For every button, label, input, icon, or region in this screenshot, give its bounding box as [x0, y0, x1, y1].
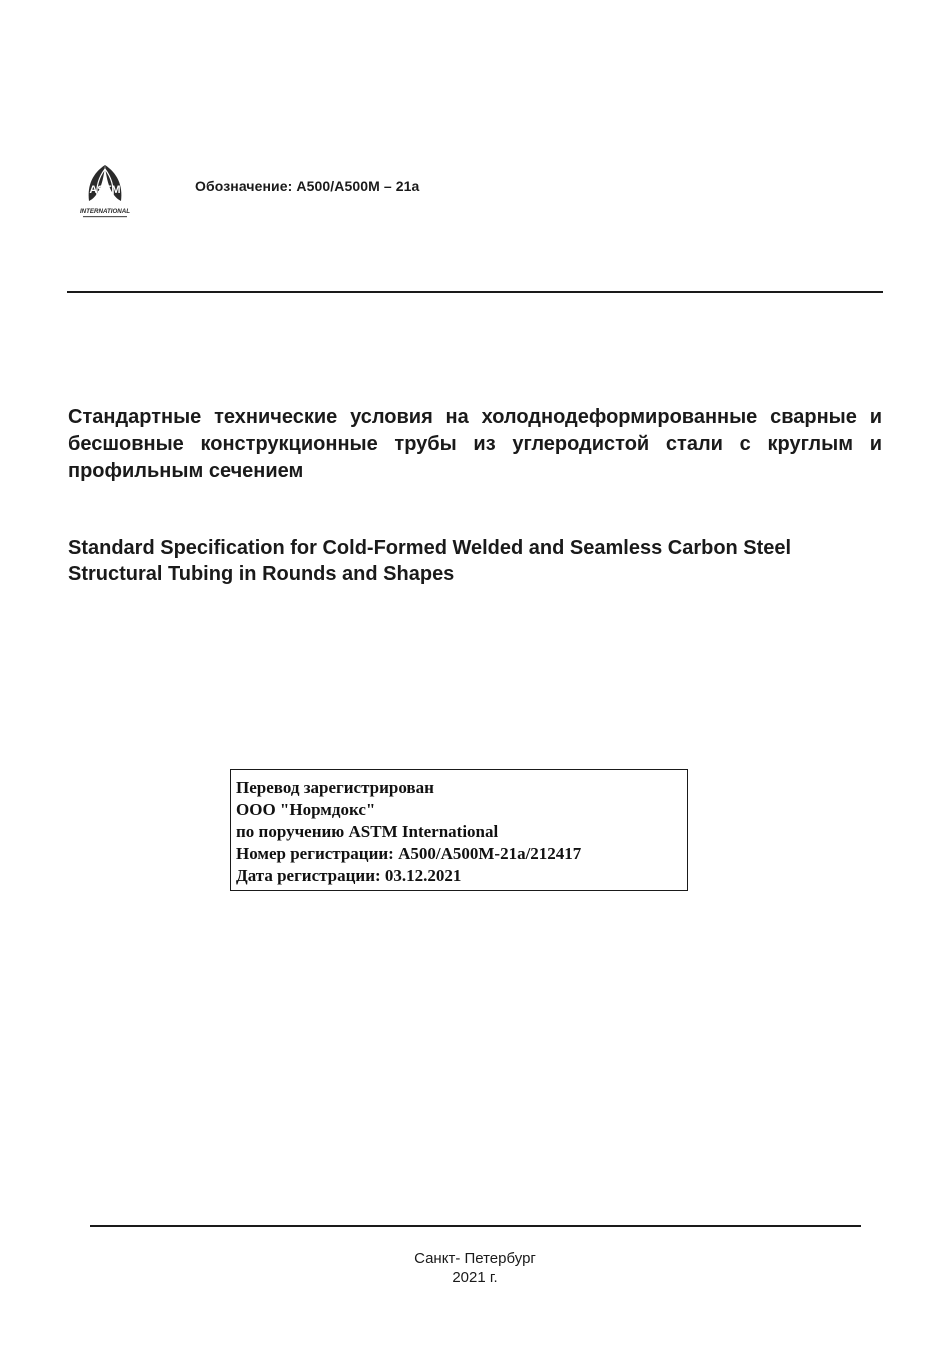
footer-city: Санкт- Петербург [414, 1250, 536, 1267]
registration-box [230, 769, 688, 891]
title-english: Standard Specification for Cold-Formed Welded and Seamless Carbon Steel Structural Tubing in Rounds and Shapes [68, 537, 792, 585]
logo-wordmark: ASTM [89, 184, 121, 196]
footer [0, 1249, 950, 1287]
registration-line: по поручению ASTM International [236, 822, 499, 841]
registration-line: Перевод зарегистрирован [236, 778, 434, 797]
top-divider [67, 291, 883, 293]
bottom-divider [90, 1225, 861, 1227]
astm-logo [79, 163, 131, 223]
registration-number: Номер регистрации: A500/A500M-21a/212417 [236, 844, 582, 863]
footer-year: 2021 г. [452, 1269, 498, 1286]
logo-subtext: INTERNATIONAL [79, 208, 131, 215]
registration-date: Дата регистрации: 03.12.2021 [236, 866, 462, 885]
title-russian: Стандартные технические условия на холоднодеформированные сварные и бесшовные конструкционные трубы из углеродистой стали с круглым и профильным сечением [68, 406, 882, 482]
designation-text: Обозначение: A500/A500M – 21a [195, 178, 420, 194]
registration-line: ООО "Нормдокс" [236, 800, 376, 819]
